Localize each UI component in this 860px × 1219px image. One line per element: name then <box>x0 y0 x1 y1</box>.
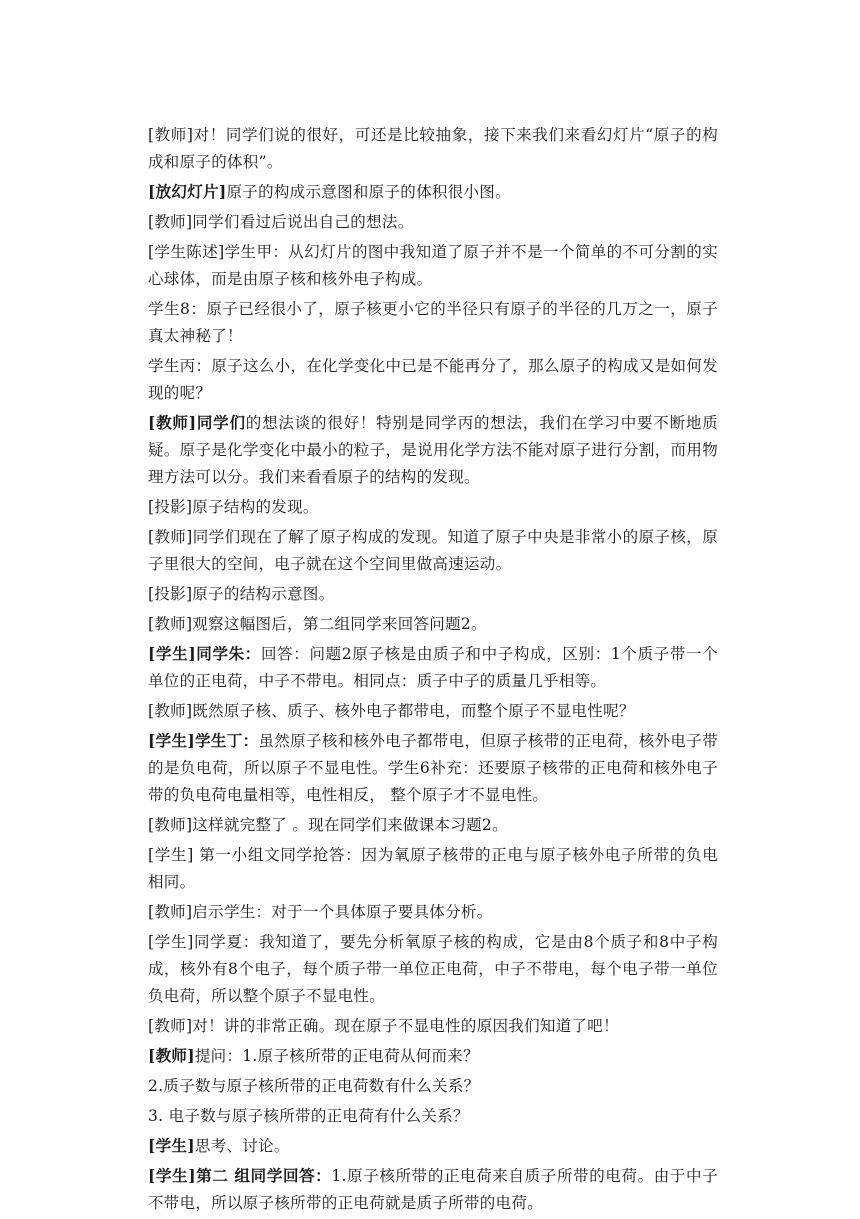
paragraph-lead: [放幻灯片] <box>148 182 227 201</box>
paragraph-text: [投影]原子结构的发现。 <box>148 498 319 516</box>
paragraph-text: [学生] 第一小组文同学抢答：因为氧原子核带的正电与原子核外电子所带的负电相同。 <box>148 846 718 891</box>
paragraph-4 <box>148 238 718 293</box>
paragraph-13 <box>148 697 718 725</box>
paragraph-text: 学生8：原子已经很小了，原子核更小它的半径只有原子的半径的几万之一，原子真太神秘了！ <box>148 300 718 345</box>
paragraph-20 <box>148 1042 718 1070</box>
paragraph-lead: [学生]同学朱： <box>148 644 261 663</box>
paragraph-text: [教师]对！讲的非常正确。现在原子不显电性的原因我们知道了吧！ <box>148 1017 619 1035</box>
paragraph-text: [学生陈述]学生甲：从幻灯片的图中我知道了原子并不是一个简单的不可分割的实心球体，而是由原子核和核外电子构成。 <box>148 243 718 288</box>
paragraph-text: 2.质子数与原子核所带的正电荷数有什么关系？ <box>148 1077 480 1095</box>
paragraph-lead: [教师]同学们 <box>148 413 246 432</box>
paragraph-text: 虽然原子核和核外电子都带电，但原子核带的正电荷，核外电子带的是负电荷，所以原子不显电性。学生6补充：还要原子核带的正电荷和核外电子带的负电荷电量相等，电性相反， 整个原子才不显电性。 <box>148 732 718 804</box>
document-body <box>148 121 718 1219</box>
paragraph-lead: [教师] <box>148 1046 195 1065</box>
paragraph-text: [教师]这样就完整了 。现在同学们来做课本习题2。 <box>148 816 508 834</box>
paragraph-text: [学生]同学夏：我知道了，要先分析氧原子核的构成，它是由8个质子和8中子构成，核外有8个电子，每个质子带一单位正电荷，中子不带电，每个电子带一单位负电荷，所以整个原子不显电性。 <box>148 933 718 1005</box>
paragraph-22 <box>148 1102 718 1130</box>
paragraph-14 <box>148 727 718 809</box>
paragraph-1 <box>148 121 718 176</box>
paragraph-text: [投影]原子的结构示意图。 <box>148 585 335 603</box>
paragraph-text: [教师]对！同学们说的很好，可还是比较抽象，接下来我们来看幻灯片“原子的构成和原子的体积”。 <box>148 126 718 171</box>
paragraph-19 <box>148 1012 718 1040</box>
paragraph-24 <box>148 1162 718 1217</box>
paragraph-text: 3. 电子数与原子核所带的正电荷有什么关系？ <box>148 1107 469 1125</box>
paragraph-8 <box>148 493 718 521</box>
paragraph-text: 提问：1.原子核所带的正电荷从何而来？ <box>194 1047 479 1065</box>
paragraph-lead: [学生] <box>148 1136 195 1155</box>
paragraph-7 <box>148 409 718 491</box>
paragraph-lead: [学生]学生丁： <box>148 731 259 750</box>
paragraph-text: 学生丙：原子这么小，在化学变化中已是不能再分了，那么原子的构成又是如何发现的呢？ <box>148 357 718 402</box>
paragraph-12 <box>148 640 718 695</box>
paragraph-2 <box>148 178 718 206</box>
paragraph-21 <box>148 1072 718 1100</box>
paragraph-9 <box>148 523 718 578</box>
paragraph-text: 1.原子核所带的正电荷来自质子所带的电荷。由于中子不带电，所以原子核所带的正电荷就是质子所带的电荷。 <box>148 1167 718 1212</box>
paragraph-text: [教师]启示学生：对于一个具体原子要具体分析。 <box>148 903 493 921</box>
paragraph-18 <box>148 928 718 1010</box>
paragraph-lead: [学生]第二 组同学回答： <box>148 1166 332 1185</box>
paragraph-6 <box>148 352 718 407</box>
paragraph-15 <box>148 811 718 839</box>
paragraph-16 <box>148 841 718 896</box>
paragraph-text: 思考、讨论。 <box>194 1137 290 1155</box>
paragraph-text: 原子的构成示意图和原子的体积很小图。 <box>226 183 511 201</box>
paragraph-text: [教师]既然原子核、质子、核外电子都带电，而整个原子不显电性呢？ <box>148 702 635 720</box>
paragraph-23 <box>148 1132 718 1160</box>
paragraph-10 <box>148 580 718 608</box>
paragraph-text: 回答：问题2原子核是由质子和中子构成，区别：1个质子带一个单位的正电荷，中子不带电。相同点：质子中子的质量几乎相等。 <box>148 645 718 690</box>
paragraph-text: 的想法谈的很好！特别是同学丙的想法，我们在学习中要不断地质疑。原子是化学变化中最小的粒子，是说用化学方法不能对原子进行分割，而用物理方法可以分。我们来看看原子的结构的发现。 <box>148 414 718 486</box>
paragraph-3 <box>148 208 718 236</box>
paragraph-text: [教师]同学们现在了解了原子构成的发现。知道了原子中央是非常小的原子核，原子里很大的空间，电子就在这个空间里做高速运动。 <box>148 528 718 573</box>
paragraph-text: [教师]同学们看过后说出自己的想法。 <box>148 213 414 231</box>
paragraph-5 <box>148 295 718 350</box>
paragraph-17 <box>148 898 718 926</box>
paragraph-11 <box>148 610 718 638</box>
paragraph-text: [教师]观察这幅图后，第二组同学来回答问题2。 <box>148 615 487 633</box>
